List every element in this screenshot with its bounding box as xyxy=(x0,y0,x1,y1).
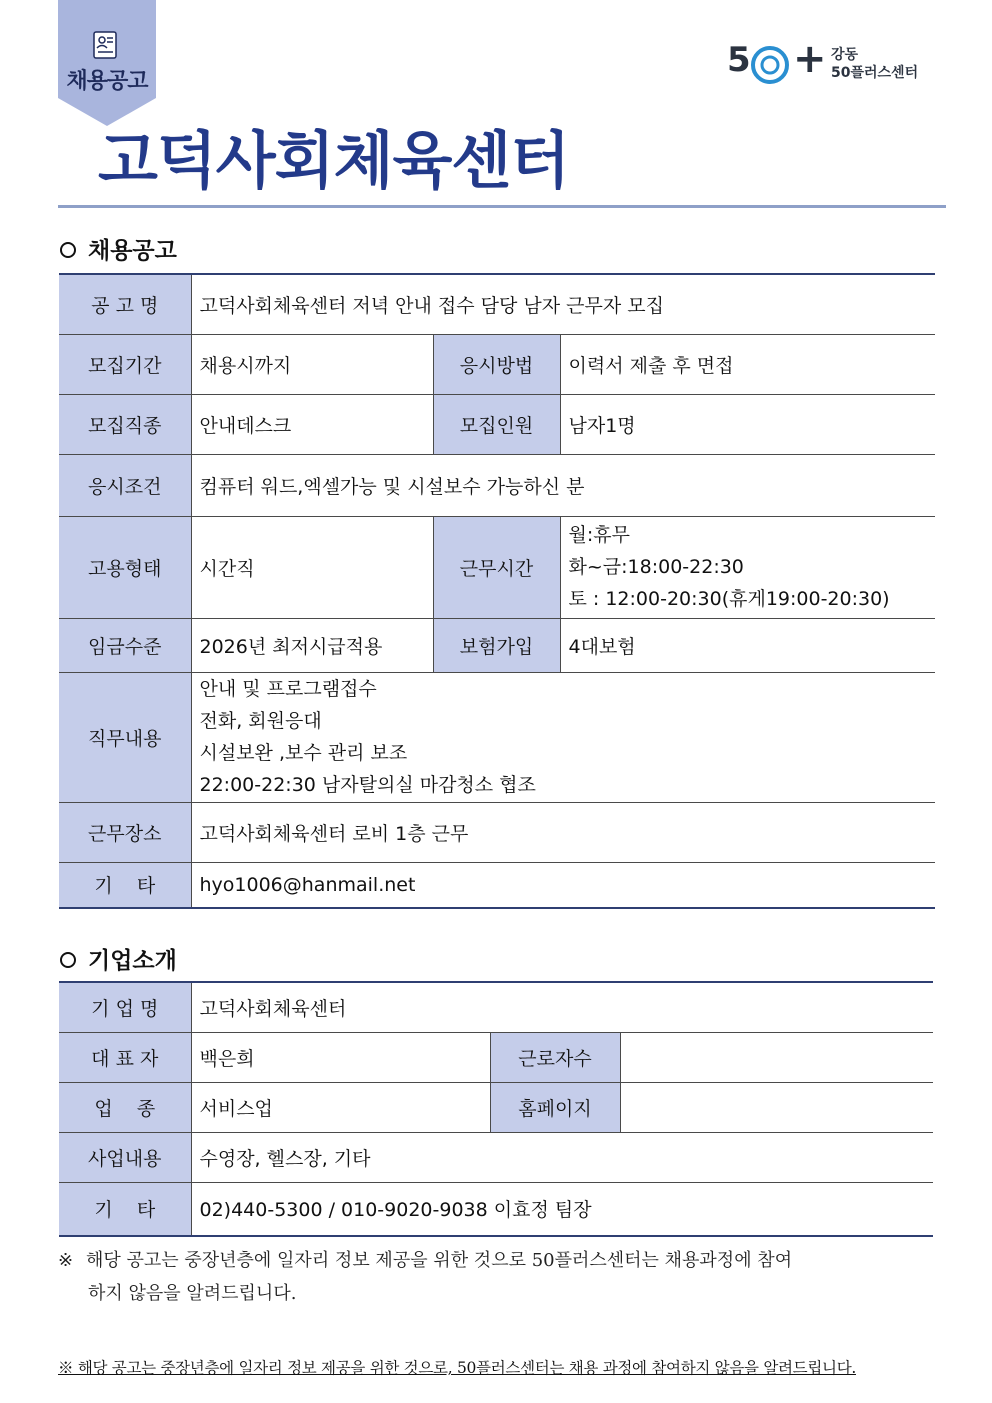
count-label: 모집인원 xyxy=(433,394,560,454)
table-row xyxy=(59,802,935,862)
period-label: 모집기간 xyxy=(59,334,191,394)
ceo-value: 백은희 xyxy=(191,1032,490,1082)
table-row xyxy=(59,672,935,802)
insurance-label: 보험가입 xyxy=(433,618,560,672)
table-row xyxy=(59,334,935,394)
logo-line2: 50플러스센터 xyxy=(831,65,919,81)
recruit-badge xyxy=(58,0,156,126)
method-label: 응시방법 xyxy=(433,334,560,394)
circle-bullet-icon xyxy=(60,952,76,968)
note-mark: ※ xyxy=(58,1250,74,1271)
table-row xyxy=(59,1082,933,1132)
table-row xyxy=(59,274,935,334)
condition-label: 응시조건 xyxy=(59,454,191,516)
workplace-value: 고덕사회체육센터 로비 1층 근무 xyxy=(191,802,935,862)
company-etc-label: 기 타 xyxy=(59,1182,191,1236)
work-hours-line: 월:휴무 xyxy=(568,524,630,546)
job-label: 모집직종 xyxy=(59,394,191,454)
employment-type-value: 시간직 xyxy=(191,516,433,618)
logo-line1: 강동 xyxy=(831,47,859,63)
disclaimer-note xyxy=(58,1244,938,1310)
recruit-table xyxy=(59,273,935,909)
company-etc-value: 02)440-5300 / 010-9020-9038 이효정 팀장 xyxy=(191,1182,933,1236)
insurance-value: 4대보험 xyxy=(560,618,935,672)
employment-type-label: 고용형태 xyxy=(59,516,191,618)
notice-label: 공 고 명 xyxy=(59,274,191,334)
contact-email[interactable]: hyo1006@hanmail.net xyxy=(191,862,935,908)
work-hours-value xyxy=(560,516,935,618)
wage-label: 임금수준 xyxy=(59,618,191,672)
company-name-label: 기 업 명 xyxy=(59,982,191,1032)
table-row xyxy=(59,516,935,618)
work-hours-line: 화~금:18:00-22:30 xyxy=(568,556,744,578)
brand-logo xyxy=(727,38,927,88)
duty-line: 시설보완 ,보수 관리 보조 xyxy=(199,742,408,764)
document-person-icon xyxy=(88,30,124,60)
company-table xyxy=(59,981,933,1237)
etc-label: 기 타 xyxy=(59,862,191,908)
duty-line: 전화, 회원응대 xyxy=(199,710,322,732)
logo-five: 5 xyxy=(727,40,749,80)
table-row xyxy=(59,1132,933,1182)
badge-shape xyxy=(58,0,156,126)
title-divider xyxy=(58,205,946,208)
note-line: 해당 공고는 중장년층에 일자리 정보 제공을 위한 것으로 50플러스센터는 채용과정에 참여 xyxy=(86,1250,793,1271)
homepage-label: 홈페이지 xyxy=(490,1082,620,1132)
work-hours-label: 근무시간 xyxy=(433,516,560,618)
business-label: 사업내용 xyxy=(59,1132,191,1182)
table-row xyxy=(59,618,935,672)
duty-label: 직무내용 xyxy=(59,672,191,802)
table-row xyxy=(59,454,935,516)
condition-value: 컴퓨터 워드,엑셀가능 및 시설보수 가능하신 분 xyxy=(191,454,935,516)
ceo-label: 대 표 자 xyxy=(59,1032,191,1082)
note-line: 하지 않음을 알려드립니다. xyxy=(88,1283,297,1304)
badge-label: 채용공고 xyxy=(66,69,148,94)
notice-value: 고덕사회체육센터 저녁 안내 접수 담당 남자 근무자 모집 xyxy=(191,274,935,334)
duty-line: 안내 및 프로그램접수 xyxy=(199,678,377,700)
method-value: 이력서 제출 후 면접 xyxy=(560,334,935,394)
table-row xyxy=(59,982,933,1032)
logo-ring-icon xyxy=(749,44,791,86)
circle-bullet-icon xyxy=(60,242,76,258)
table-row xyxy=(59,1032,933,1082)
industry-label: 업 종 xyxy=(59,1082,191,1132)
recruit-section-heading: 채용공고 xyxy=(60,232,177,265)
footer-disclaimer: ※ 해당 공고는 중장년층에 일자리 정보 제공을 위한 것으로, 50플러스센터는 채용 과정에 참여하지 않음을 알려드립니다. xyxy=(58,1359,856,1377)
workers-label: 근로자수 xyxy=(490,1032,620,1082)
page-title: 고덕사회체육센터 xyxy=(98,124,570,197)
count-value: 남자1명 xyxy=(560,394,935,454)
table-row xyxy=(59,862,935,908)
period-value: 채용시까지 xyxy=(191,334,433,394)
company-name-value: 고덕사회체육센터 xyxy=(191,982,933,1032)
workplace-label: 근무장소 xyxy=(59,802,191,862)
company-section-heading: 기업소개 xyxy=(60,942,177,975)
duty-value xyxy=(191,672,935,802)
industry-value: 서비스업 xyxy=(191,1082,490,1132)
table-row xyxy=(59,394,935,454)
table-row xyxy=(59,1182,933,1236)
duty-line: 22:00-22:30 남자탈의실 마감청소 협조 xyxy=(199,774,536,796)
business-value: 수영장, 헬스장, 기타 xyxy=(191,1132,933,1182)
homepage-value xyxy=(620,1082,933,1132)
job-value: 안내데스크 xyxy=(191,394,433,454)
work-hours-line: 토 : 12:00-20:30(휴게19:00-20:30) xyxy=(568,588,890,610)
workers-value xyxy=(620,1032,933,1082)
logo-plus: + xyxy=(793,36,827,82)
wage-value: 2026년 최저시급적용 xyxy=(191,618,433,672)
